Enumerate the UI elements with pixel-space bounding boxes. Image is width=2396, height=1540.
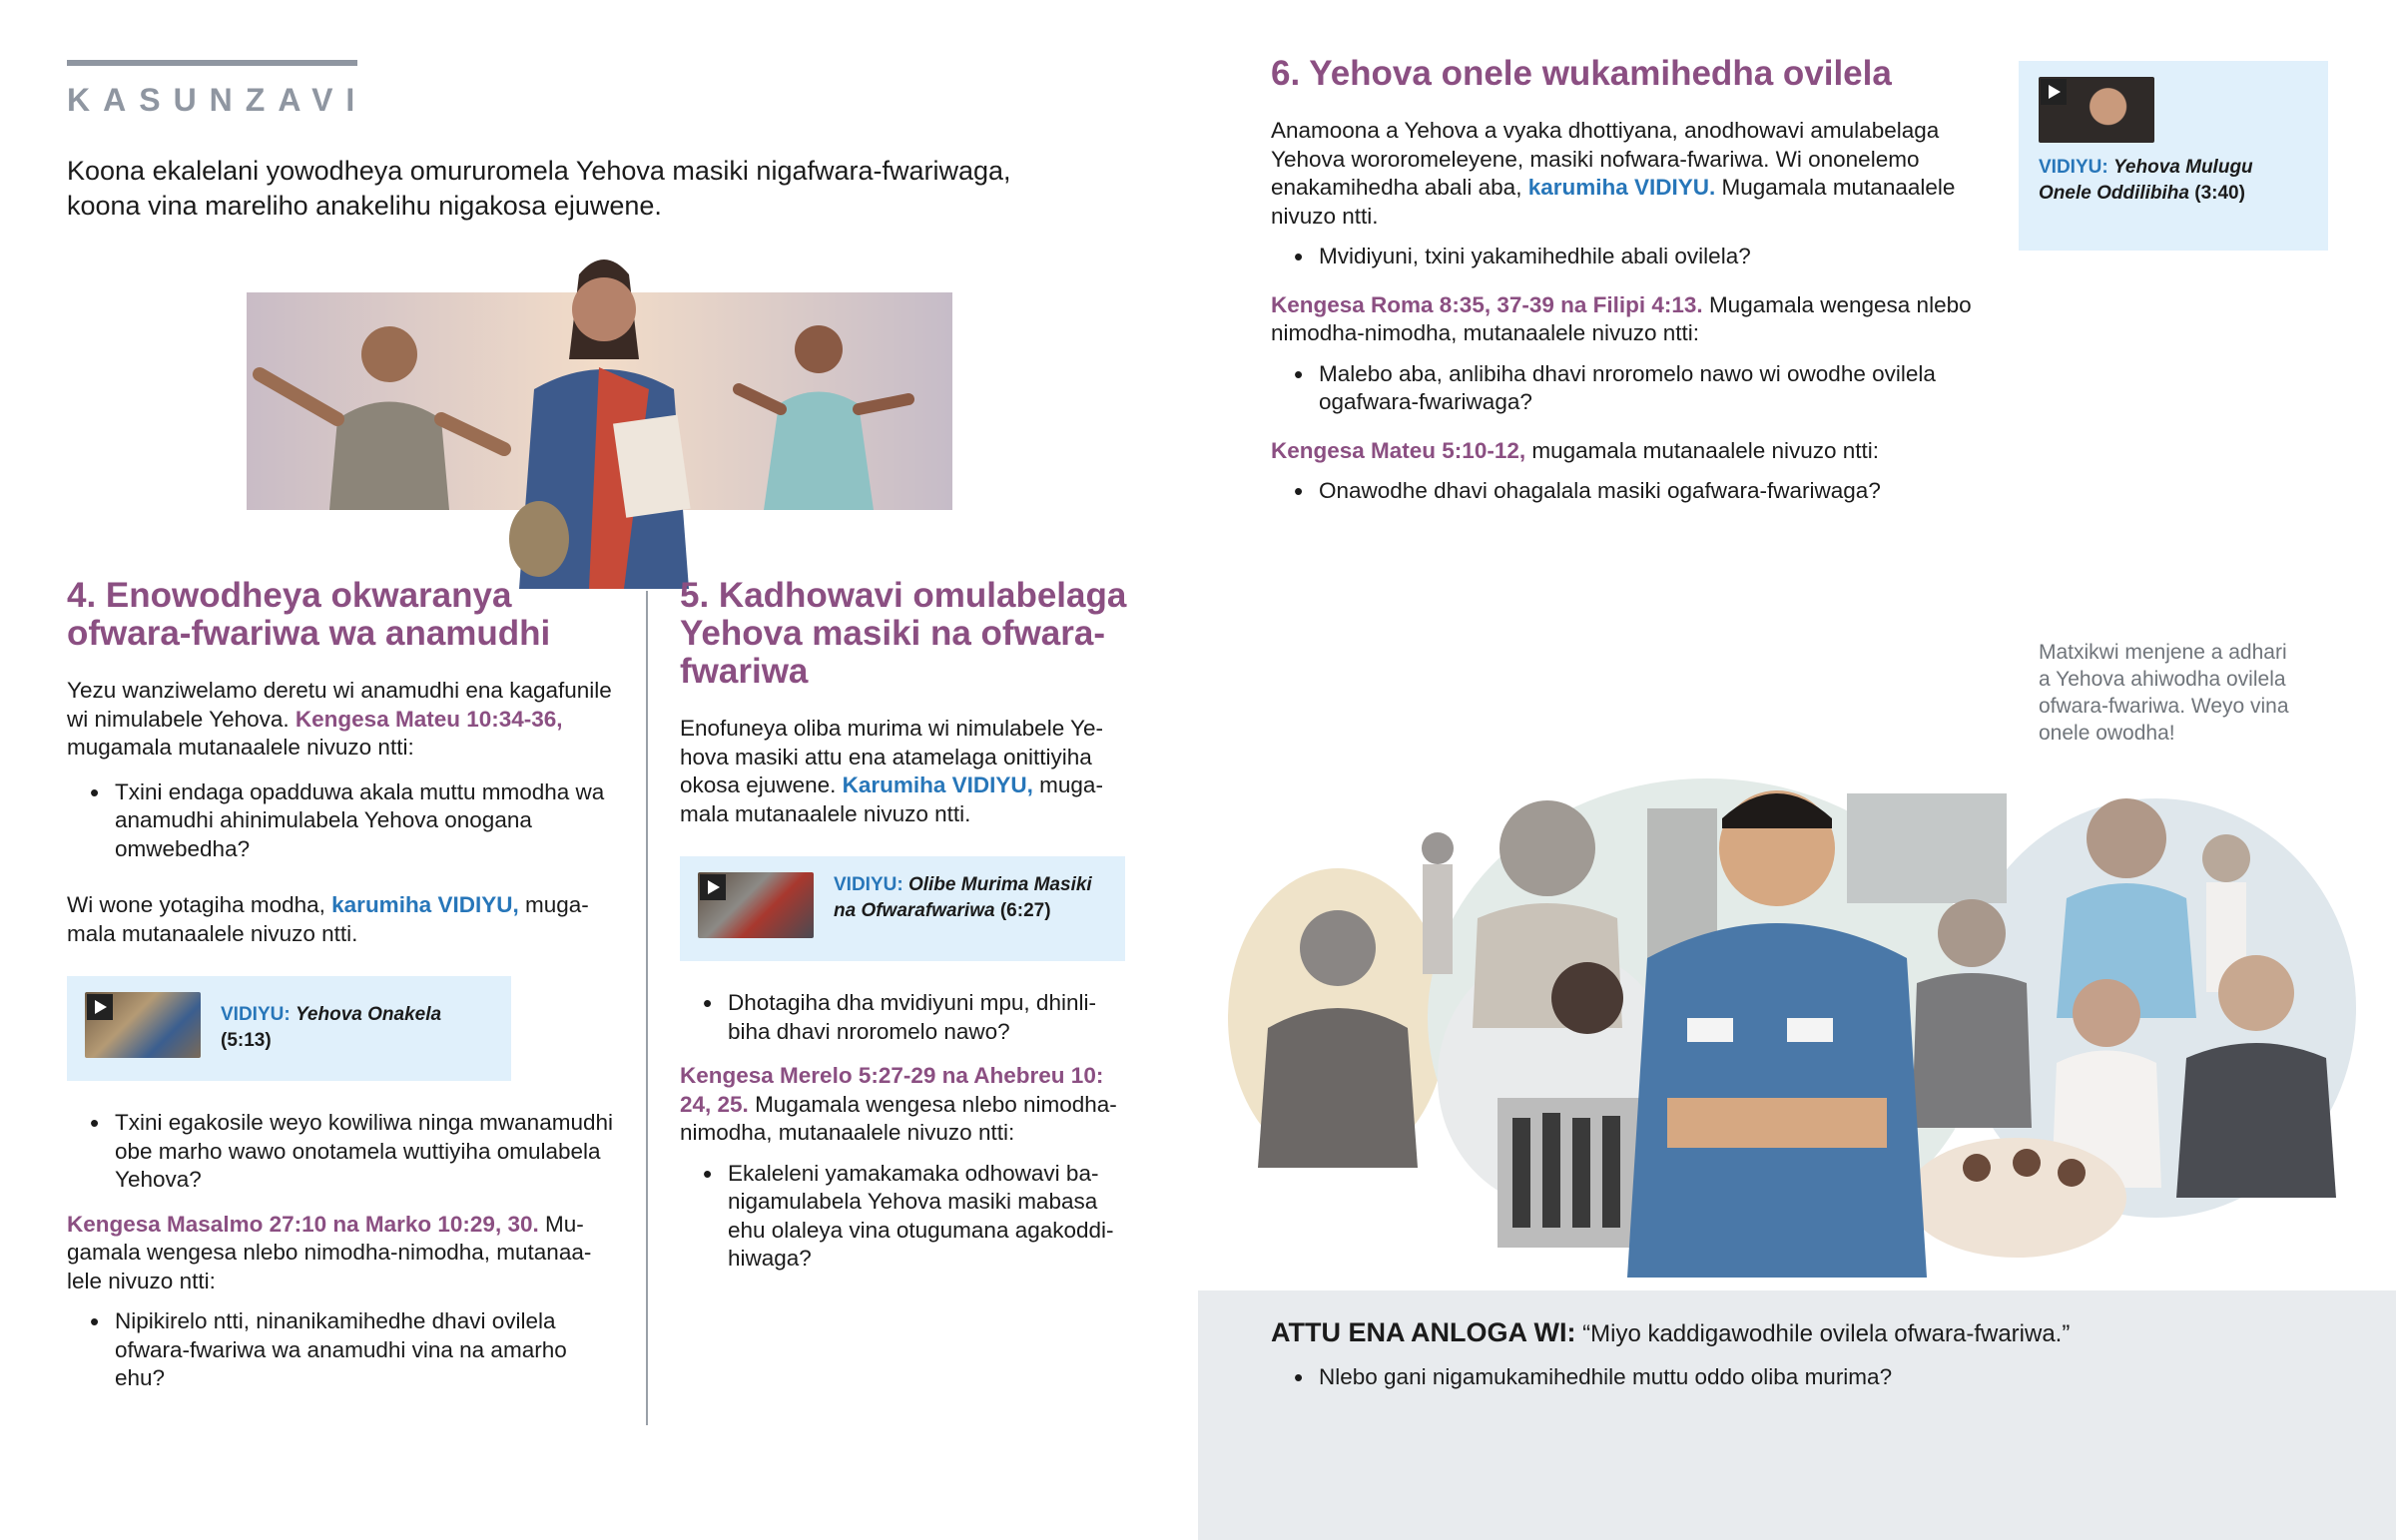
section-6-paragraph-1 (1271, 117, 1980, 231)
video-duration: (6:27) (999, 900, 1051, 921)
question-item: • Nipikirelo ntti, ninanikamihedhe dhavi ovilela ofwara-fwariwa wa anamudhi vina na amarho ehu? (67, 1307, 618, 1393)
question-list (67, 1109, 618, 1195)
text: mugamala mutanaalele nivuzo ntti. (680, 772, 1103, 826)
illustration-caption: Matxikwi menjene a adhari a Yehova ahiwodha ovilela ofwara-fwariwa. Weyo vina onele owodha! (2039, 641, 2289, 745)
column-divider (646, 591, 648, 1425)
question-list (680, 1160, 1129, 1274)
video-label: VIDIYU: (2039, 157, 2108, 178)
intro-text: Koona ekalelani yowodheya omururomela Yehova masiki nigafwara-fwariwaga, koona vina mareliho anakelihu nigakosa ejuwene. (67, 156, 1011, 221)
question-item: • Txini endaga opadduwa akala muttu mmodha wa anamudhi ahinimulabela Yehova onogana omwebedha? (67, 778, 618, 864)
play-icon[interactable] (700, 874, 726, 900)
video-card[interactable] (2019, 61, 2328, 251)
question-item: • Txini egakosile weyo kowiliwa ninga mwanamudhi obe marho wawo onotamela wuttiyiha omulabela Yehova? (67, 1109, 618, 1195)
video-caption (834, 872, 1107, 924)
scripture-reference[interactable]: Kengesa Mateu 10:34-36, (295, 706, 563, 732)
text: Anamoona a Yehova a vyaka dhottiyana, anodhowavi amulabelaga Yehova wororomeleyene, masiki nofwara-fwariwa. Wi ononelemo enakamihedha abali aba, (1271, 118, 1940, 200)
scripture-reference[interactable]: Kengesa Merelo 5:27-29 na Ahebreu 10: 24, 25. (680, 1063, 1104, 1117)
section-4 (67, 577, 618, 1393)
video-link[interactable]: karumiha VIDIYU. (1527, 175, 1716, 200)
video-thumbnail[interactable] (85, 992, 201, 1058)
video-title: Yehova Onakela (295, 1004, 442, 1025)
scripture-reference[interactable]: Kengesa Masalmo 27:10 na Marko 10:29, 30. (67, 1211, 539, 1237)
text: Mugamala mutanaalele nivuzo ntti. (1271, 175, 1956, 229)
section-4-paragraph-1 (67, 677, 618, 763)
question-item: • Nlebo gani nigamukamihedhile muttu oddo oliba murima? (1271, 1363, 2319, 1392)
section-4-paragraph-3 (67, 1211, 618, 1296)
section-6-paragraph-2 (1271, 291, 1980, 348)
text: mugamala mutanaalele nivuzo ntti. (67, 892, 589, 946)
question-item: • Malebo aba, anlibiha dhavi nroromelo nawo wi owodhe ovilela ogafwara-fwariwaga? (1271, 360, 1980, 417)
video-card[interactable] (680, 856, 1125, 961)
video-caption (221, 1002, 441, 1054)
video-label: VIDIYU: (834, 874, 903, 895)
section-label: KASUNZAVI (67, 82, 368, 118)
question-list (67, 1307, 618, 1393)
video-title: Olibe Murima Masiki na Ofwarafwariwa (834, 874, 1092, 921)
video-card[interactable] (67, 976, 511, 1081)
section-5-paragraph-1 (680, 715, 1129, 828)
scripture-reference[interactable]: Kengesa Roma 8:35, 37-39 na Filipi 4:13. (1271, 291, 1703, 317)
family-illustration (220, 250, 958, 589)
text: mugamala mutanaalele nivuzo ntti: (1525, 437, 1880, 463)
video-duration: (5:13) (221, 1030, 272, 1051)
section-4-heading: 4. Enowodheya okwaranya ofwara-fwariwa wa anamudhi (67, 576, 551, 653)
section-rule (67, 60, 357, 66)
text: Yezu wanziwelamo deretu wi anamudhi ena kagafunile wi nimulabele Yehova. (67, 678, 612, 732)
text: Mugamala wengesa nlebo nimodha-nimodha, mutanaalele nivuzo ntti: (1271, 291, 1972, 345)
text: Mugamala wengesa nlebo nimodha-nimodha, mutanaalele nivuzo ntti: (680, 1091, 1117, 1145)
section-5-heading: 5. Kadhowavi omulabelaga Yehova masiki na ofwara-fwariwa (680, 576, 1127, 691)
question-list (1271, 360, 1980, 417)
question-list (1271, 1363, 2319, 1392)
question-item: • Dhotagiha dha mvidiyuni mpu, dhinlibiha dhavi nroromelo nawo? (680, 989, 1129, 1046)
text: Mugamala wengesa nlebo nimodha-nimodha, mutanaalele nivuzo ntti: (67, 1211, 592, 1293)
section-6-heading: 6. Yehova onele wukamihedha ovilela (1271, 54, 1892, 93)
video-thumbnail[interactable] (2039, 77, 2154, 143)
play-icon[interactable] (87, 994, 113, 1020)
question-list (1271, 243, 1980, 271)
question-list (1271, 477, 1980, 506)
video-link[interactable]: Karumiha VIDIYU, (842, 772, 1033, 797)
witnesses-illustration (1228, 769, 2356, 1278)
text: Enofuneya oliba murima wi nimulabele Yehova masiki attu ena atamelaga onittiyiha okosa ejuwene. (680, 716, 1104, 797)
discussion-lead: ATTU ENA ANLOGA WI: (1271, 1317, 1576, 1347)
video-label: VIDIYU: (221, 1004, 291, 1025)
discussion-quote: “Miyo kaddigawodhile ovilela ofwara-fwariwa.” (1575, 1320, 2071, 1347)
question-item: • Ekaleleni yamakamaka odhowavi banigamulabela Yehova masiki mabasa ehu olaleya vina otugumana agakoddihiwaga? (680, 1160, 1129, 1274)
play-icon[interactable] (2041, 79, 2067, 105)
video-duration: (3:40) (2194, 183, 2245, 204)
discussion-prompt (1271, 1317, 2319, 1349)
question-list (67, 778, 618, 864)
question-item: • Mvidiyuni, txini yakamihedhile abali ovilela? (1271, 243, 1980, 271)
video-thumbnail[interactable] (698, 872, 814, 938)
video-link[interactable]: karumiha VIDIYU, (331, 892, 519, 917)
section-6 (1271, 55, 1980, 506)
scripture-reference[interactable]: Kengesa Mateu 5:10-12, (1271, 437, 1526, 463)
section-5 (680, 577, 1129, 1274)
video-caption (2039, 155, 2308, 207)
question-item: • Onawodhe dhavi ohagalala masiki ogafwara-fwariwaga? (1271, 477, 1980, 506)
text: mugamala mutanaalele nivuzo ntti: (67, 735, 414, 760)
video-title: Yehova Mulugu Onele Oddilibiha (2039, 157, 2253, 204)
text: Wi wone yotagiha modha, (67, 892, 332, 917)
section-5-paragraph-2 (680, 1062, 1129, 1148)
section-6-paragraph-3 (1271, 437, 1980, 466)
section-4-paragraph-2 (67, 891, 618, 948)
question-list (680, 989, 1129, 1046)
